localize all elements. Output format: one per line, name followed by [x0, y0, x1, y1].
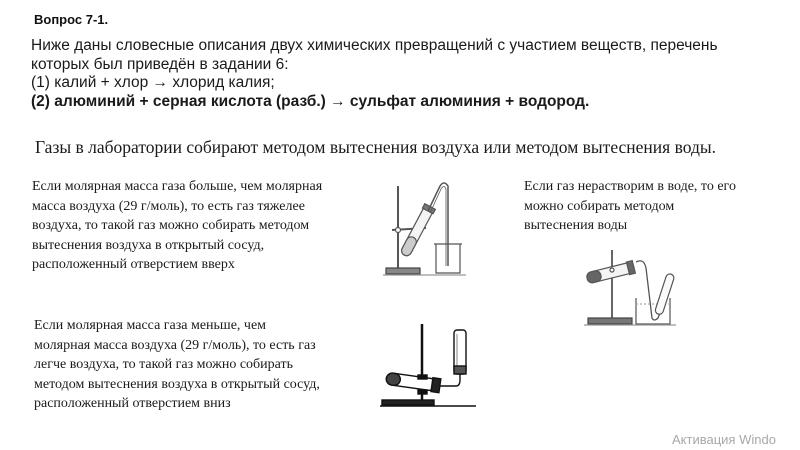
text-line: молярная масса воздуха (29 г/моль), то есть газ — [34, 337, 316, 353]
question-intro — [31, 37, 791, 111]
text-line: вытеснения воздуха в открытый сосуд, — [32, 237, 265, 253]
windows-activation-watermark: Активация Windo — [672, 432, 776, 447]
text-line: легче воздуха, то такой газ можно собирать — [34, 357, 294, 372]
heavier-gas-description — [32, 177, 322, 275]
intro-line: которых был приведён в задании 6: — [31, 55, 289, 73]
intro-line: Ниже даны словесные описания двух химических превращений с участием веществ, перечень — [31, 37, 718, 54]
reaction-2: (2) алюминий + серная кислота (разб.) → сульфат алюминия + водород. — [31, 92, 590, 110]
reaction-1: (1) калий + хлор → хлорид калия; — [31, 74, 275, 91]
text-line: Если молярная масса газа больше, чем молярная — [32, 179, 323, 194]
text-line: расположенный отверстием вверх — [32, 257, 235, 272]
lighter-gas-description — [34, 316, 320, 414]
text-line: воздуха, то такой газ можно собирать методом — [32, 218, 310, 233]
text-line: можно собирать методом — [524, 198, 675, 214]
text-line: Если газ нерастворим в воде, то его — [524, 179, 736, 194]
question-title: Вопрос 7-1. — [34, 12, 109, 27]
text-line: расположенный отверстием вниз — [34, 396, 231, 411]
air-displacement-inverted-figure — [378, 320, 478, 412]
text-line: Если молярная масса газа меньше, чем — [34, 318, 267, 333]
methods-subtitle: Газы в лаборатории собирают методом вытеснения воздуха или методом вытеснения воды. — [35, 137, 717, 157]
water-displacement-figure — [580, 248, 680, 328]
text-line: масса воздуха (29 г/моль), то есть газ тяжелее — [32, 198, 305, 214]
text-line: методом вытеснения воздуха в открытый сосуд, — [34, 376, 320, 392]
text-line: вытеснения воды — [524, 218, 628, 233]
insoluble-gas-description — [524, 177, 736, 236]
air-displacement-upright-figure — [378, 178, 468, 278]
